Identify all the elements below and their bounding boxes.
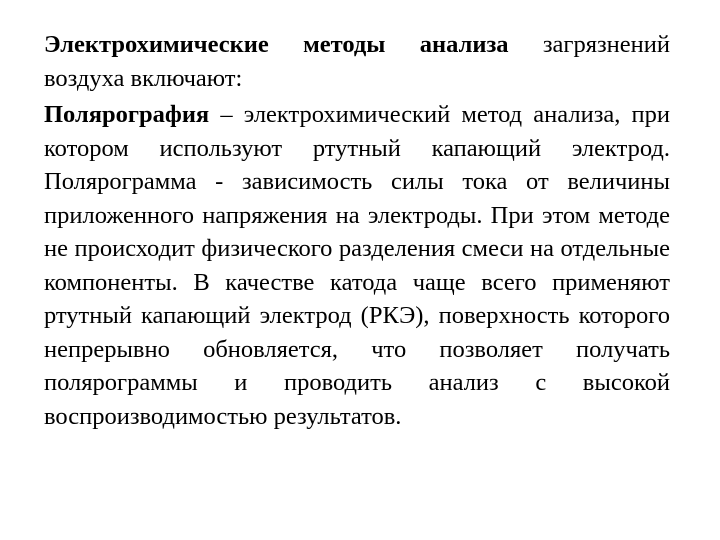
intro-text: загрязнений воздуха включают: xyxy=(44,31,670,92)
slide-text-body xyxy=(44,28,670,433)
intro-heading: Электрохимические методы анализа xyxy=(44,31,509,58)
polarography-definition: – электрохимический метод анализа, при котором используют ртутный капающий электрод. Полярограмма - зависимость силы тока от величины приложенного напряжения на электроды. При этом методе не происходит физического разделения смеси на отдельные компоненты. В качестве катода чаще всего применяют ртутный капающий электрод (РКЭ), поверхность которого непрерывно обновляется, что позволяет получать полярограммы и проводить анализ с высокой воспроизводимостью результатов. xyxy=(44,101,670,430)
polarography-term: Полярография xyxy=(44,101,210,128)
polarography-paragraph xyxy=(44,98,670,433)
intro-paragraph xyxy=(44,28,670,95)
